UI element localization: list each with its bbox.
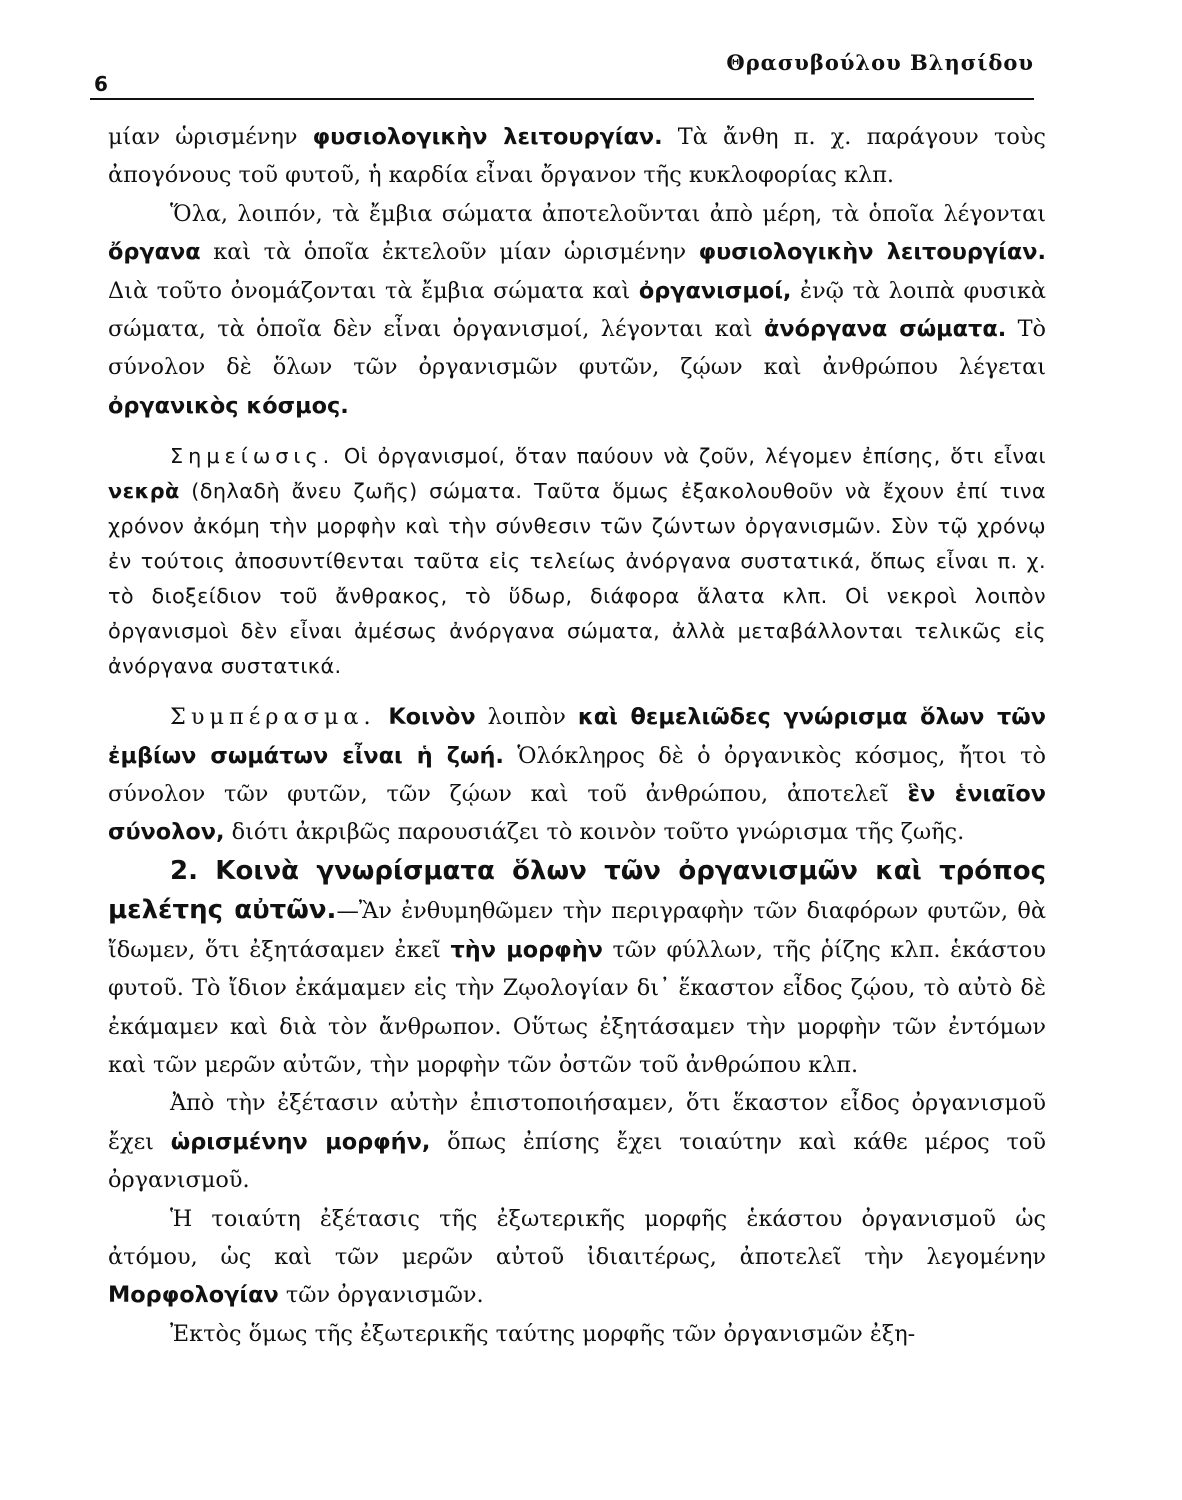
note-paragraph bbox=[108, 439, 1046, 684]
paragraph-2 bbox=[108, 195, 1046, 425]
text-run: Τὸ σύνολον δὲ ὅλων τῶν ὀργανισμῶν φυτῶν, ζῴων καὶ ἀνθρώπου λέγεται bbox=[108, 316, 1046, 381]
text-run: καὶ τὰ ὁποῖα ἐκτελοῦν μίαν ὡρισμένην bbox=[200, 239, 699, 266]
text-run: Τὰ ἄνθη π. χ. παράγουν τοὺς ἀπογόνους τοῦ φυτοῦ, ἡ καρδία εἶναι ὄργανον τῆς κυκλοφορίας κλπ. bbox=[108, 124, 1046, 189]
bold-term: τὴν μορφὴν bbox=[450, 936, 603, 963]
page-header bbox=[90, 40, 1034, 100]
body-text bbox=[108, 118, 1046, 1353]
bold-term: ὀργανισμοί, bbox=[638, 277, 792, 304]
text-run: ὅπως ἐπίσης ἔχει τοιαύτην καὶ κάθε μέρος τοῦ ὀργανισμοῦ. bbox=[108, 1128, 1046, 1194]
bold-term: φυσιολογικὴν λειτουργίαν. bbox=[312, 124, 663, 150]
text-run: τῶν ὀργανισμῶν. bbox=[278, 1282, 484, 1309]
bold-term: καὶ θεμελιῶδες γνώρισμα ὅλων τῶν ἐμβίων σωμάτων εἶναι ἡ ζωή. bbox=[108, 704, 1047, 769]
text-run: διότι ἀκριβῶς παρουσιάζει τὸ κοινὸν τοῦτο γνώρισμα τῆς ζωῆς. bbox=[224, 819, 965, 846]
page-number: 6 bbox=[94, 72, 108, 96]
text-run: Ἐκτὸς ὅμως τῆς ἐξωτερικῆς ταύτης μορφῆς τῶν ὀργανισμῶν ἐξη- bbox=[170, 1320, 916, 1347]
bold-term: Μορφολογίαν bbox=[108, 1282, 279, 1309]
conclusion-paragraph bbox=[108, 698, 1046, 852]
text-run: Ἡ τοιαύτη ἐξέτασις τῆς ἐξωτερικῆς μορφῆς ἑκάστου ὀργανισμοῦ ὡς ἀτόμου, ὡς καὶ τῶν μερῶν αὐτοῦ ἰδιαιτέρως, ἀποτελεῖ τὴν λεγομένην bbox=[108, 1205, 1046, 1270]
running-title: Θρασυβούλου Βλησίδου bbox=[726, 50, 1034, 75]
text-run: Ὅλα, λοιπόν, τὰ ἔμβια σώματα ἀποτελοῦνται ἀπὸ μέρη, τὰ ὁποῖα λέγονται bbox=[170, 200, 1046, 227]
bold-term: νεκρὰ bbox=[108, 479, 180, 504]
text-run: ἐνῷ τὰ λοιπὰ φυσικὰ σώματα, τὰ ὁποῖα δὲν εἶναι ὀργανισμοί, λέγονται καὶ bbox=[108, 277, 1046, 343]
paragraph-7 bbox=[108, 1315, 1046, 1353]
bold-term: ἓν ἑνιαῖον σύνολον, bbox=[108, 781, 1046, 846]
bold-term: Κοινὸν bbox=[375, 704, 476, 731]
text-run: Ὁλόκληρος δὲ ὁ ὀργανικὸς κόσμος, ἤτοι τὸ σύνολον τῶν φυτῶν, τῶν ζῴων καὶ τοῦ ἀνθρώπου, ἀποτελεῖ bbox=[108, 742, 1047, 808]
paragraph-6 bbox=[108, 1200, 1046, 1315]
paragraph-1 bbox=[108, 118, 1046, 195]
text-run: μίαν ὡρισμένην bbox=[108, 124, 313, 150]
bold-term: ὀργανικὸς κόσμος. bbox=[108, 392, 349, 419]
text-run: (δηλαδὴ ἄνευ ζωῆς) σώματα. Ταῦτα ὅμως ἐξακολουθοῦν νὰ ἔχουν ἐπί τινα χρόνον ἀκόμη τὴν μορφὴν καὶ τὴν σύνθεσιν τῶν ζώντων ὀργανισμῶν. Σὺν τῷ χρόνῳ ἐν τούτοις ἀποσυντίθενται ταῦτα εἰς τελείως ἀνόργανα συστατικά, ὅπως εἶναι π. χ. τὸ διοξείδιον τοῦ ἄνθρακος, τὸ ὕδωρ, διάφορα ἅλατα κλπ. Οἱ νεκροὶ λοιπὸν ὀργανισμοὶ δὲν εἶναι ἀμέσως ἀνόργανα σώματα, ἀλλὰ μεταβάλλονται τελικῶς εἰς ἀνόργανα συστατικά. bbox=[108, 479, 1046, 679]
bold-term: ὄργανα bbox=[108, 239, 201, 266]
bold-term: ὡρισμένην μορφήν, bbox=[170, 1128, 431, 1155]
conclusion-label: Συμπέρασμα. bbox=[170, 704, 376, 731]
bold-term: ἀνόργανα σώματα. bbox=[763, 316, 1007, 343]
note-label: Σημείωσις. bbox=[170, 444, 335, 469]
section-2-paragraph bbox=[108, 852, 1046, 1084]
bold-term: φυσιολογικὴν λειτουργίαν. bbox=[698, 239, 1046, 266]
text-run: λοιπὸν bbox=[475, 704, 578, 731]
section-heading: 2. Κοινὰ γνωρίσματα ὅλων τῶν ὀργανισμῶν καὶ τρόπος μελέτης αὐτῶν. bbox=[108, 855, 1046, 926]
text-run: Ἀπὸ τὴν ἐξέτασιν αὐτὴν ἐπιστοποιήσαμεν, ὅτι ἕκαστον εἶδος ὀργανισμοῦ ἔχει bbox=[108, 1090, 1046, 1155]
paragraph-5 bbox=[108, 1084, 1046, 1199]
text-run: τῶν φύλλων, τῆς ῥίζης κλπ. ἑκάστου φυτοῦ. Τὸ ἴδιον ἐκάμαμεν εἰς τὴν Ζῳολογίαν δι᾽ ἕκαστον εἶδος ζῴου, τὸ αὐτὸ δὲ ἐκάμαμεν καὶ διὰ τὸν ἄνθρωπον. Οὕτως ἐξητάσαμεν τὴν μορφὴν τῶν ἐντόμων καὶ τῶν μερῶν αὐτῶν, τὴν μορφὴν τῶν ὀστῶν τοῦ ἀνθρώπου κλπ. bbox=[108, 936, 1046, 1078]
text-run: —Ἂν ἐνθυμηθῶμεν τὴν περιγραφὴν τῶν διαφόρων φυτῶν, θὰ ἴδωμεν, ὅτι ἐξητάσαμεν ἐκεῖ bbox=[108, 898, 1046, 963]
text-run: Οἱ ὀργανισμοί, ὅταν παύουν νὰ ζοῦν, λέγομεν ἐπίσης, ὅτι εἶναι bbox=[334, 444, 1046, 469]
text-run: Διὰ τοῦτο ὀνομάζονται τὰ ἔμβια σώματα καὶ bbox=[108, 277, 639, 304]
